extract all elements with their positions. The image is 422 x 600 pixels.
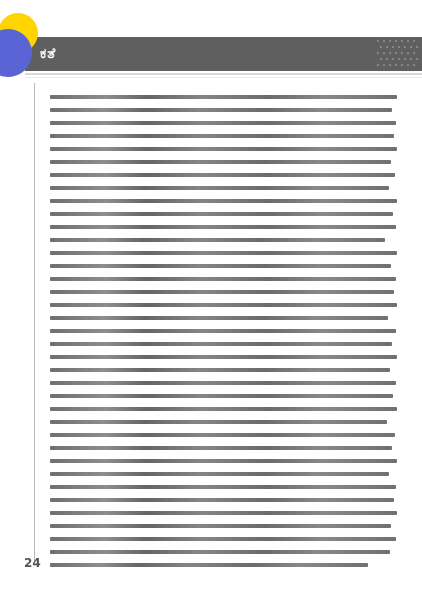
- body-text-line: [50, 329, 396, 333]
- left-margin-rule: [34, 83, 35, 561]
- body-text-line: [50, 433, 395, 437]
- body-text-line: [50, 472, 389, 476]
- body-text-line: [50, 420, 387, 424]
- body-text-line: [50, 407, 397, 411]
- section-title: ಕತೆ: [40, 46, 57, 62]
- body-text-line: [50, 394, 393, 398]
- body-text-line: [50, 225, 396, 229]
- body-text-line: [50, 134, 394, 138]
- body-text-line: [50, 498, 394, 502]
- body-text-line: [50, 251, 397, 255]
- body-text-line: [50, 550, 390, 554]
- body-text-line: [50, 563, 368, 567]
- body-text-line: [50, 524, 391, 528]
- page-number: 24: [24, 556, 41, 570]
- body-text-line: [50, 342, 392, 346]
- body-text-line: [50, 381, 396, 385]
- body-text-line: [50, 199, 397, 203]
- header-band: [25, 37, 422, 71]
- body-text-line: [50, 277, 396, 281]
- body-text-line: [50, 290, 394, 294]
- body-text-line: [50, 173, 395, 177]
- body-text-line: [50, 238, 385, 242]
- body-text-line: [50, 368, 390, 372]
- body-text-line: [50, 355, 397, 359]
- body-text-line: [50, 186, 389, 190]
- body-text-line: [50, 121, 396, 125]
- body-text-line: [50, 446, 392, 450]
- body-text-line: [50, 160, 391, 164]
- body-text-line: [50, 511, 397, 515]
- body-text-line: [50, 316, 388, 320]
- header-fade-bars: [25, 73, 422, 78]
- body-text-line: [50, 147, 397, 151]
- body-text-line: [50, 537, 396, 541]
- body-text-line: [50, 108, 392, 112]
- body-text-line: [50, 212, 393, 216]
- body-text-line: [50, 303, 397, 307]
- body-text-line: [50, 264, 391, 268]
- body-text-line: [50, 459, 397, 463]
- body-text-line: [50, 485, 396, 489]
- body-text-line: [50, 95, 397, 99]
- page-header-art: [0, 0, 422, 86]
- article-body-text-lines: [50, 95, 397, 580]
